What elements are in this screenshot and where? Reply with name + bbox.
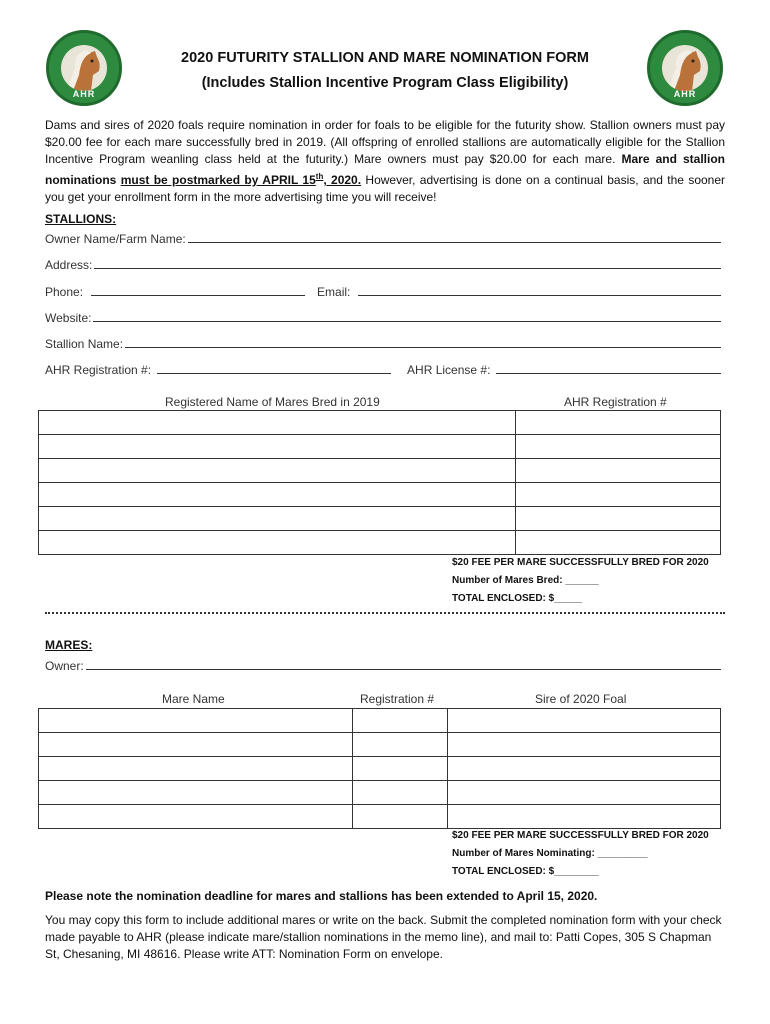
mares-table [38,708,721,829]
table-row [39,757,721,781]
ahr-logo-left [46,30,122,106]
mare-fee-block [452,827,709,881]
mare-fee-line: $20 FEE PER MARE SUCCESSFULLY BRED FOR 2020 [452,830,709,841]
horse-head-image [662,45,708,91]
sire-cell[interactable] [448,709,721,733]
closing-paragraph: You may copy this form to include additional mares or write on the back. Submit the completed nomination form with your check made payable to AHR (please indicate mare/stallion nominations in the memo line), and mail to: Patti Copes, 305 S Chapman St, Chesaning, MI 48616. Please write ATT: Nomination Form on envelope. [45,913,722,961]
mare-total-enclosed: TOTAL ENCLOSED: $________ [452,866,599,877]
col-mares-bred: Registered Name of Mares Bred in 2019 [165,395,380,409]
registration-cell[interactable] [516,507,721,531]
form-title: 2020 FUTURITY STALLION AND MARE NOMINATION FORM [181,50,589,66]
owner-farm-field[interactable] [188,241,721,243]
intro-superscript: th [315,172,324,181]
section-divider [45,612,725,617]
owner-farm-row [45,230,723,246]
deadline-note: Please note the nomination deadline for mares and stallions has been extended to April 15, 2020. [45,889,598,903]
address-label: Address: [45,258,93,272]
table-row [39,459,721,483]
horse-head-icon [662,45,708,91]
table-row [39,781,721,805]
stallion-name-field[interactable] [125,346,721,348]
col-registration: Registration # [360,692,435,706]
registration-cell[interactable] [353,781,448,805]
stallion-name-label: Stallion Name: [45,337,124,351]
ahr-registration-field[interactable] [157,372,391,374]
table-row [39,805,721,829]
sire-cell[interactable] [448,757,721,781]
stallion-total-enclosed: TOTAL ENCLOSED: $_____ [452,593,583,604]
col-mare-name: Mare Name [162,692,225,706]
email-label: Email: [317,285,351,299]
logo-initials: AHR [673,89,697,99]
intro-paragraph [45,117,725,206]
registration-cell[interactable] [516,411,721,435]
horse-head-icon [61,45,107,91]
phone-field[interactable] [91,294,305,296]
registration-cell[interactable] [516,531,721,555]
mares-heading: MARES: [45,638,93,652]
mare-name-cell[interactable] [39,483,516,507]
ahr-logo-right [647,30,723,106]
registration-license-row [45,361,723,377]
mare-name-cell[interactable] [39,411,516,435]
mare-name-cell[interactable] [39,709,353,733]
registration-cell[interactable] [353,709,448,733]
mare-name-cell[interactable] [39,733,353,757]
mare-owner-label: Owner: [45,659,84,673]
form-subtitle: (Includes Stallion Incentive Program Class Eligibility) [201,75,569,91]
table-row [39,709,721,733]
phone-email-row [45,283,723,299]
ahr-registration-label: AHR Registration #: [45,363,152,377]
mare-nominating-count: Number of Mares Nominating: _________ [452,848,648,859]
table-row [39,435,721,459]
registration-cell[interactable] [353,805,448,829]
registration-cell[interactable] [516,459,721,483]
stallion-name-row [45,335,723,351]
website-label: Website: [45,311,92,325]
stallion-fee-line: $20 FEE PER MARE SUCCESSFULLY BRED FOR 2020 [452,557,709,568]
horse-head-image [61,45,107,91]
mare-owner-row [45,657,723,673]
intro-text-end: However, advertising is done on a continual basis, and the sooner you get your enrollment form in the more advertising time you will receive! [45,173,726,204]
mare-name-cell[interactable] [39,531,516,555]
registration-cell[interactable] [353,757,448,781]
table-row [39,531,721,555]
logo-initials: AHR [72,89,96,99]
sire-cell[interactable] [448,733,721,757]
mare-name-cell[interactable] [39,781,353,805]
stallion-mares-count: Number of Mares Bred: ______ [452,575,599,586]
registration-cell[interactable] [516,435,721,459]
website-row [45,309,723,325]
intro-text: Dams and sires of 2020 foals require nomination in order for foals to be eligible for the futurity show. Stallion owners must pay $20.00 fee for each mare successfully bred in 2019. (All offspring of enrolled stallions are automatically eligible for the Stallion Incentive Program weanling class held at the futurity.) Mare owners must pay $20.00 for each mare. [45,118,725,166]
table-row [39,733,721,757]
mare-name-cell[interactable] [39,459,516,483]
mare-name-cell[interactable] [39,805,353,829]
mare-name-cell[interactable] [39,435,516,459]
mare-name-cell[interactable] [39,757,353,781]
registration-cell[interactable] [353,733,448,757]
email-field[interactable] [358,294,721,296]
ahr-license-label: AHR License #: [407,363,491,377]
sire-cell[interactable] [448,805,721,829]
col-ahr-registration: AHR Registration # [564,395,667,409]
sire-cell[interactable] [448,781,721,805]
intro-deadline-text: must be postmarked by APRIL 15 [120,173,316,187]
table-row [39,483,721,507]
intro-bold-text: Mare and stallion nominations [45,152,725,187]
stallion-fee-block [452,554,709,608]
mares-bred-table [38,410,721,555]
stallions-heading: STALLIONS: [45,212,117,226]
col-sire: Sire of 2020 Foal [535,692,627,706]
owner-farm-label: Owner Name/Farm Name: [45,232,186,246]
mare-name-cell[interactable] [39,507,516,531]
registration-cell[interactable] [516,483,721,507]
table-row [39,507,721,531]
website-field[interactable] [93,320,721,322]
phone-label: Phone: [45,285,84,299]
ahr-license-field[interactable] [496,372,721,374]
intro-deadline-year: , 2020. [323,173,362,187]
mare-owner-field[interactable] [86,668,721,670]
address-row [45,256,723,272]
address-field[interactable] [94,267,721,269]
table-row [39,411,721,435]
